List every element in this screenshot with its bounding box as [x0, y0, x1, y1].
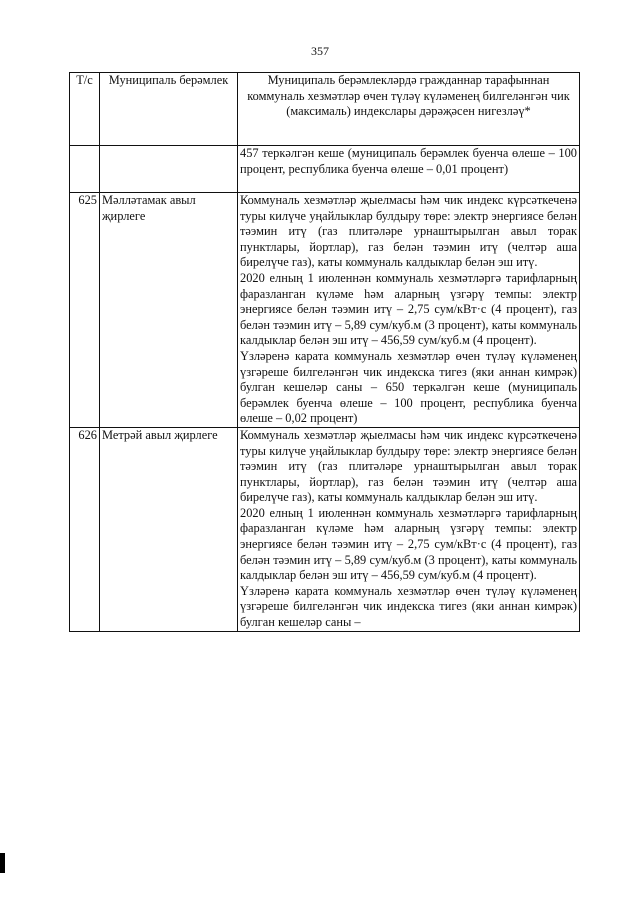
paragraph: 2020 елның 1 июленнән коммуналь хезмәтләргә тарифларның фаразланган күләме һәм аларның үзгәрү темпы: электр энергиясе белән тәэмин итү – 2,75 сум/кВт·с (4 процент), газ белән тәэмин итү – 5,89 сум/куб.м (3 процент), каты коммуналь калдыклар белән эш итү – 456,59 сум/куб.м (4 процент).	[240, 505, 577, 583]
header-municipality: Муниципаль берәмлек	[100, 73, 238, 146]
table-row-continuation	[70, 146, 580, 193]
table-row	[70, 427, 580, 631]
scan-edge-mark	[0, 853, 5, 873]
row-description	[238, 193, 580, 428]
page-number: 357	[311, 44, 329, 58]
cell-number-empty	[70, 146, 100, 193]
municipality-name: Мәлләтамак авыл җирлеге	[100, 193, 238, 428]
paragraph: Үзләренә карата коммуналь хезмәтләр өчен түләү күләменең үзгәреше билгеләнгән чик индекска тигез (яки аннан кимрәк) булган кешеләр саны –	[240, 583, 577, 630]
cell-description-continuation	[238, 146, 580, 193]
row-number: 626	[70, 427, 100, 631]
tariff-table	[69, 72, 580, 632]
header-description: Муниципаль берәмлекләрдә гражданнар тарафыннан коммуналь хезмәтләр өчен түләү күләменең билгеләнгән чик (максималь) индекслары дәрәҗәсен нигезләү*	[238, 73, 580, 146]
row-description	[238, 427, 580, 631]
table-row	[70, 193, 580, 428]
cell-name-empty	[100, 146, 238, 193]
paragraph: 2020 елның 1 июленнән коммуналь хезмәтләргә тарифларның фаразланган күләме һәм аларның үзгәрү темпы: электр энергиясе белән тәэмин итү – 2,75 сум/кВт·с (4 процент), газ белән тәэмин итү – 5,89 сум/куб.м (3 процент), каты коммуналь калдыклар белән эш итү – 456,59 сум/куб.м (4 процент).	[240, 270, 577, 348]
paragraph: 457 теркәлгән кеше (муниципаль берәмлек буенча өлеше – 100 процент, республика буенча өлеше – 0,01 процент)	[240, 146, 577, 176]
paragraph: Үзләренә карата коммуналь хезмәтләр өчен түләү күләменең үзгәреше билгеләнгән чик индекска тигез (яки аннан кимрәк) булган кешеләр саны – 650 теркәлгән кеше (муниципаль берәмлек буенча өлеше – 100 процент, республика буенча өлеше – 0,02 процент)	[240, 348, 577, 426]
header-number: Т/с	[70, 73, 100, 146]
paragraph: Коммуналь хезмәтләр җыелмасы һәм чик индекс күрсәткеченә туры килүче уңайлыклар булдыру төре: электр энергиясе белән тәэмин итү (газ плитәләре урнаштырылган авыл торак пунктлары, йортлар), газ белән тәэмин итү (челтәр аша бирелүче газ), каты коммуналь калдыклар белән эш итү.	[240, 427, 577, 505]
municipality-name: Метрәй авыл җирлеге	[100, 427, 238, 631]
paragraph: Коммуналь хезмәтләр җыелмасы һәм чик индекс күрсәткеченә туры килүче уңайлыклар булдыру төре: электр энергиясе белән тәэмин итү (газ плитәләре урнаштырылган авыл торак пунктлары, йортлар), газ белән тәэмин итү (челтәр аша бирелүче газ), каты коммуналь калдыклар белән эш итү.	[240, 193, 577, 270]
table-header	[70, 73, 580, 146]
row-number: 625	[70, 193, 100, 428]
